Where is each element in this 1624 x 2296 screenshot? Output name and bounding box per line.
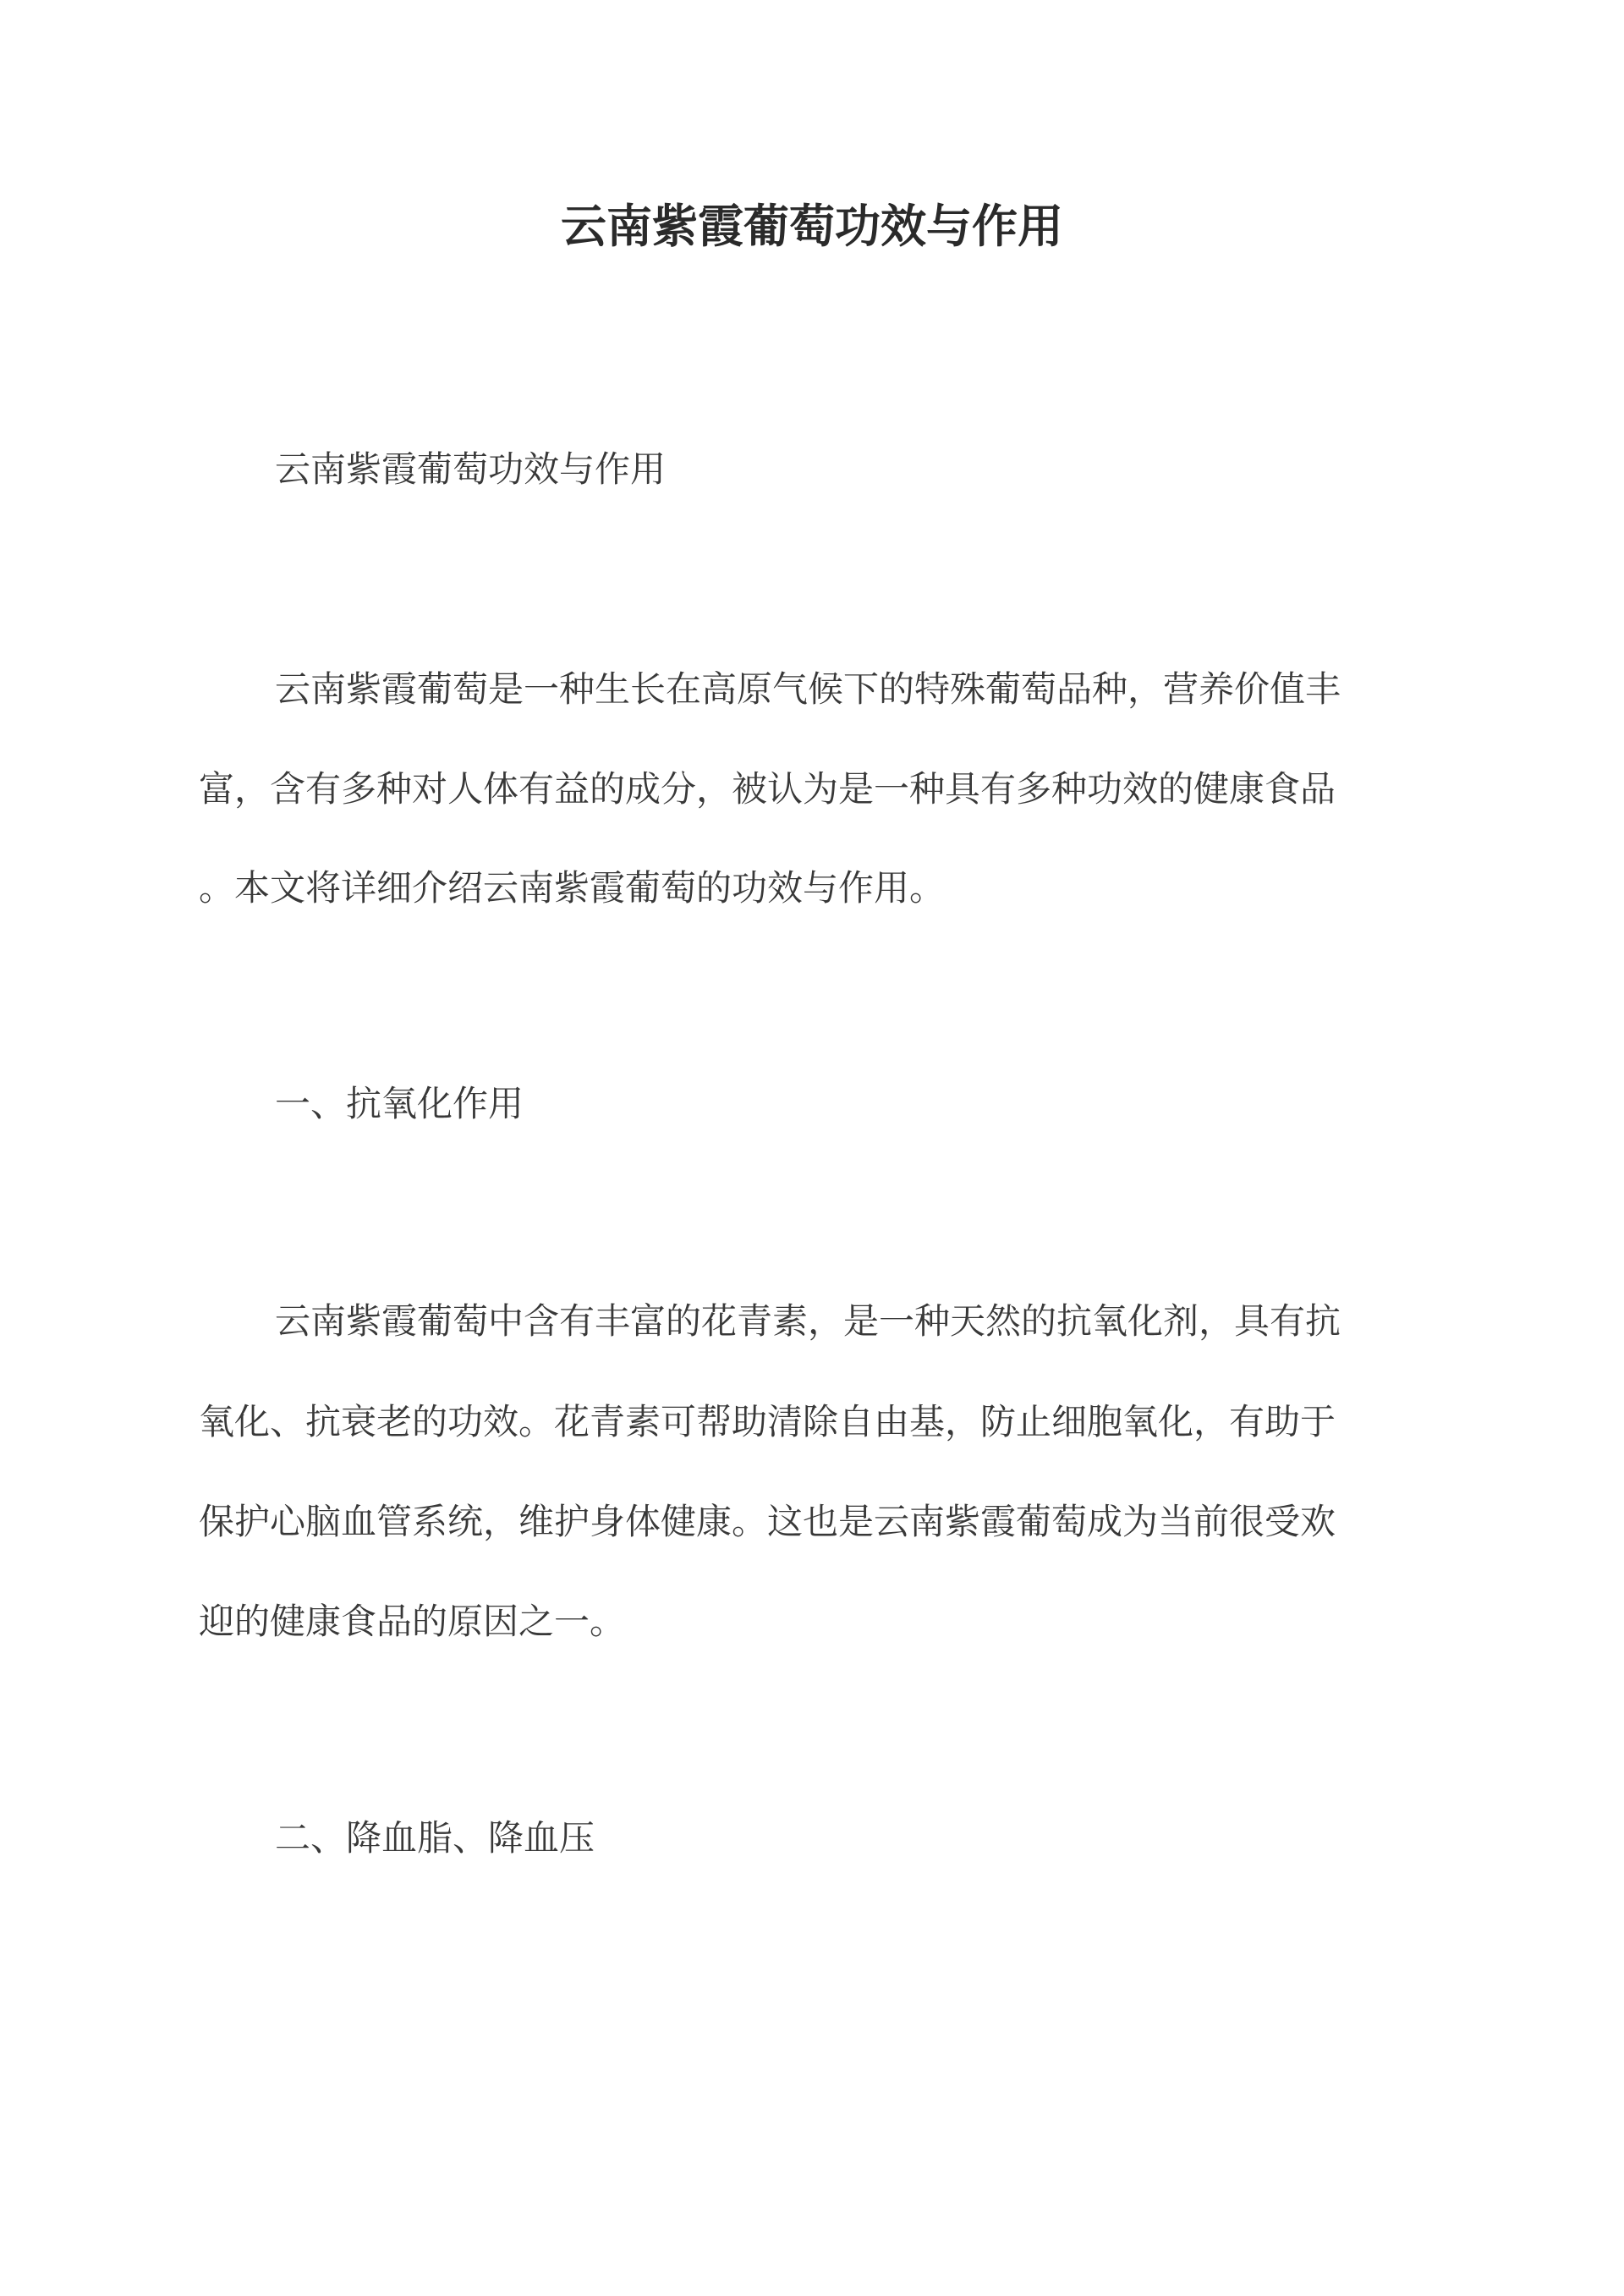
section-2-heading: 二、降血脂、降血压	[275, 1817, 595, 1859]
document-subtitle: 云南紫霞葡萄功效与作用	[275, 448, 667, 490]
intro-line-1: 云南紫霞葡萄是一种生长在高原气候下的特殊葡萄品种，营养价值丰	[275, 668, 1341, 710]
section-1-line-1: 云南紫霞葡萄中含有丰富的花青素，是一种天然的抗氧化剂，具有抗	[275, 1300, 1341, 1342]
document-title: 云南紫霞葡萄功效与作用	[561, 199, 1063, 253]
section-1-line-4: 迎的健康食品的原因之一。	[199, 1601, 626, 1642]
intro-line-2: 富，含有多种对人体有益的成分，被认为是一种具有多种功效的健康食品	[199, 768, 1336, 810]
section-1-heading: 一、抗氧化作用	[275, 1083, 524, 1124]
intro-line-3: 。本文将详细介绍云南紫霞葡萄的功效与作用。	[199, 867, 946, 909]
section-1-line-3: 保护心脑血管系统，维护身体健康。这也是云南紫霞葡萄成为当前很受欢	[199, 1501, 1336, 1542]
section-1-line-2: 氧化、抗衰老的功效。花青素可帮助清除自由基，防止细胞氧化，有助于	[199, 1401, 1336, 1442]
